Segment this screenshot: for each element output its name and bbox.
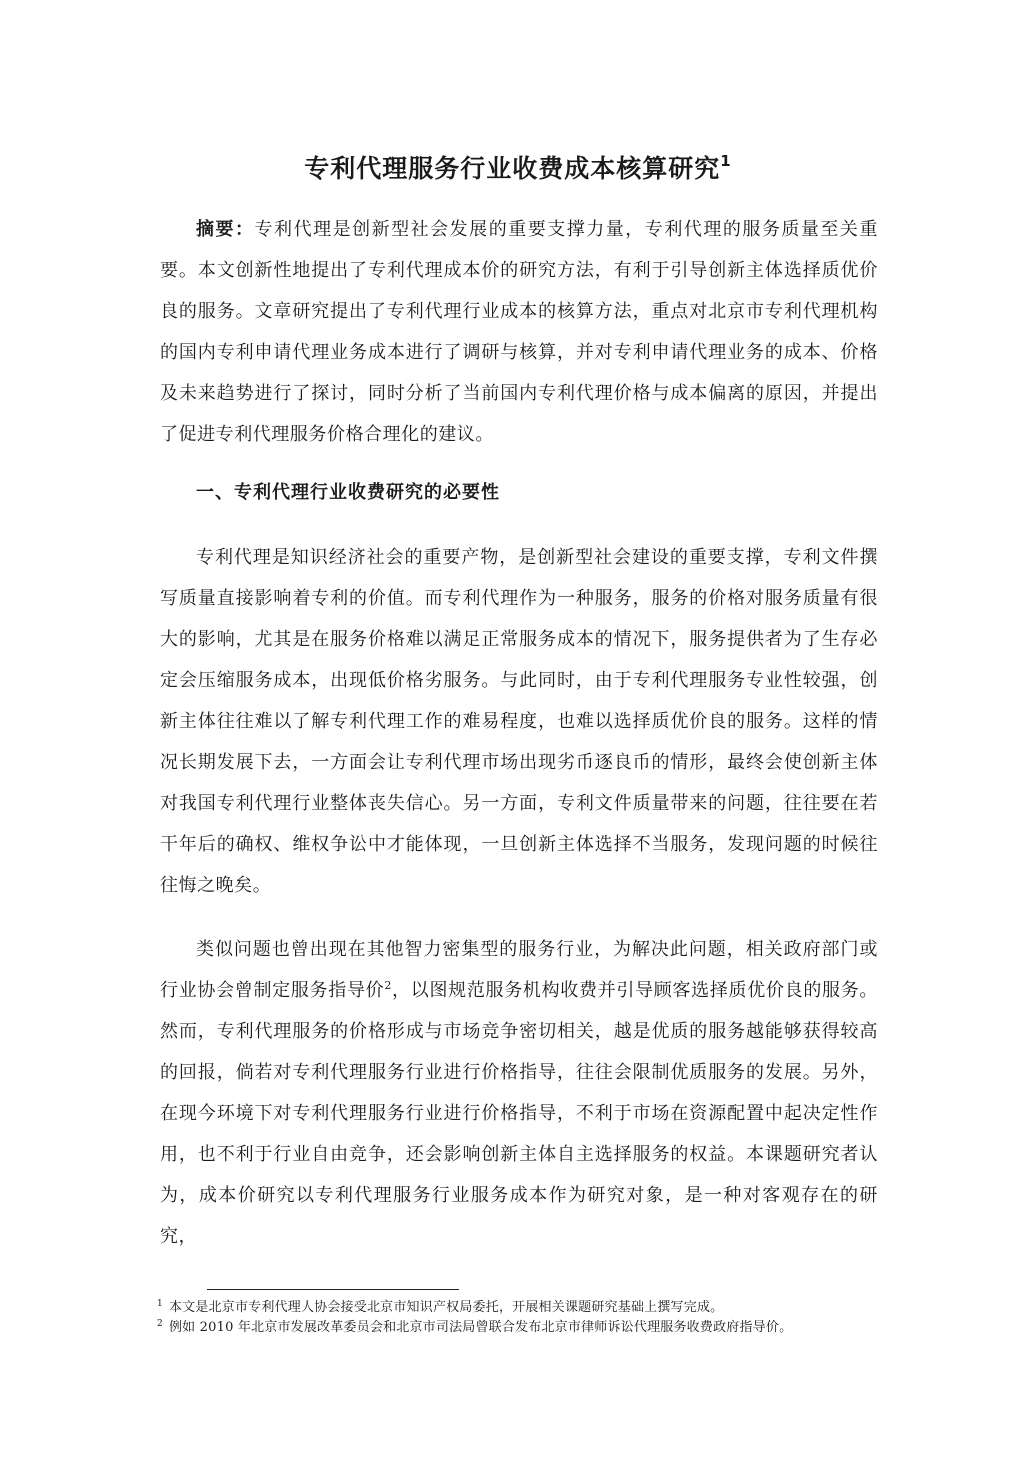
- title-footnote-mark[interactable]: 1: [720, 151, 732, 170]
- footnote-2-text: 例如 2010 年北京市发展改革委员会和北京市司法局曾联合发布北京市律师诉讼代理服务收费政府指导价。: [168, 1320, 793, 1335]
- footnote-2: [157, 1318, 792, 1338]
- paragraph-2-text-a: 类似问题也曾出现在其他智力密集型的服务行业，为解决此问题，相关政府部门或行业协会曾制定服务指导价: [160, 939, 878, 1001]
- footnote-ref-2[interactable]: 2: [384, 979, 392, 992]
- abstract-label: 摘要：: [196, 219, 255, 240]
- title-text: 专利代理服务行业收费成本核算研究: [304, 153, 721, 183]
- footnote-1-mark: 1: [157, 1299, 163, 1309]
- body-paragraph-1: 专利代理是知识经济社会的重要产物，是创新型社会建设的重要支撑，专利文件撰写质量直接影响着专利的价值。而专利代理作为一种服务，服务的价格对服务质量有很大的影响，尤其是在服务价格难以满足正常服务成本的情况下，服务提供者为了生存必定会压缩服务成本，出现低价格劣服务。与此同时，由于专利代理服务专业性较强，创新主体往往难以了解专利代理工作的难易程度，也难以选择质优价良的服务。这样的情况长期发展下去，一方面会让专利代理市场出现劣币逐良币的情形，最终会使创新主体对我国专利代理行业整体丧失信心。另一方面，专利文件质量带来的问题，往往要在若干年后的确权、维权争讼中才能体现，一旦创新主体选择不当服务，发现问题的时候往往悔之晚矣。: [160, 547, 878, 896]
- footnote-1: [157, 1298, 723, 1318]
- section-heading: 一、专利代理行业收费研究的必要性: [196, 482, 500, 503]
- abstract-text: 专利代理是创新型社会发展的重要支撑力量，专利代理的服务质量至关重要。本文创新性地提出了专利代理成本价的研究方法，有利于引导创新主体选择质优价良的服务。文章研究提出了专利代理行业成本的核算方法，重点对北京市专利代理机构的国内专利申请代理业务成本进行了调研与核算，并对专利申请代理业务的成本、价格及未来趋势进行了探讨，同时分析了当前国内专利代理价格与成本偏离的原因，并提出了促进专利代理服务价格合理化的建议。: [160, 219, 878, 445]
- body-paragraph-2: [160, 929, 878, 1257]
- page-title: [0, 149, 1036, 189]
- footnote-divider: [207, 1289, 459, 1290]
- paragraph-2-text-b: ，以图规范服务机构收费并引导顾客选择质优价良的服务。然而，专利代理服务的价格形成与市场竞争密切相关，越是优质的服务越能够获得较高的回报，倘若对专利代理服务行业进行价格指导，往往会限制优质服务的发展。另外，在现今环境下对专利代理服务行业进行价格指导，不利于市场在资源配置中起决定性作用，也不利于行业自由竞争，还会影响创新主体自主选择服务的权益。本课题研究者认为，成本价研究以专利代理服务行业服务成本作为研究对象，是一种对客观存在的研究，: [160, 980, 878, 1247]
- footnote-1-text: 本文是北京市专利代理人协会接受北京市知识产权局委托，开展相关课题研究基础上撰写完成。: [168, 1300, 724, 1315]
- abstract-paragraph: [160, 209, 878, 455]
- footnote-2-mark: 2: [157, 1319, 163, 1329]
